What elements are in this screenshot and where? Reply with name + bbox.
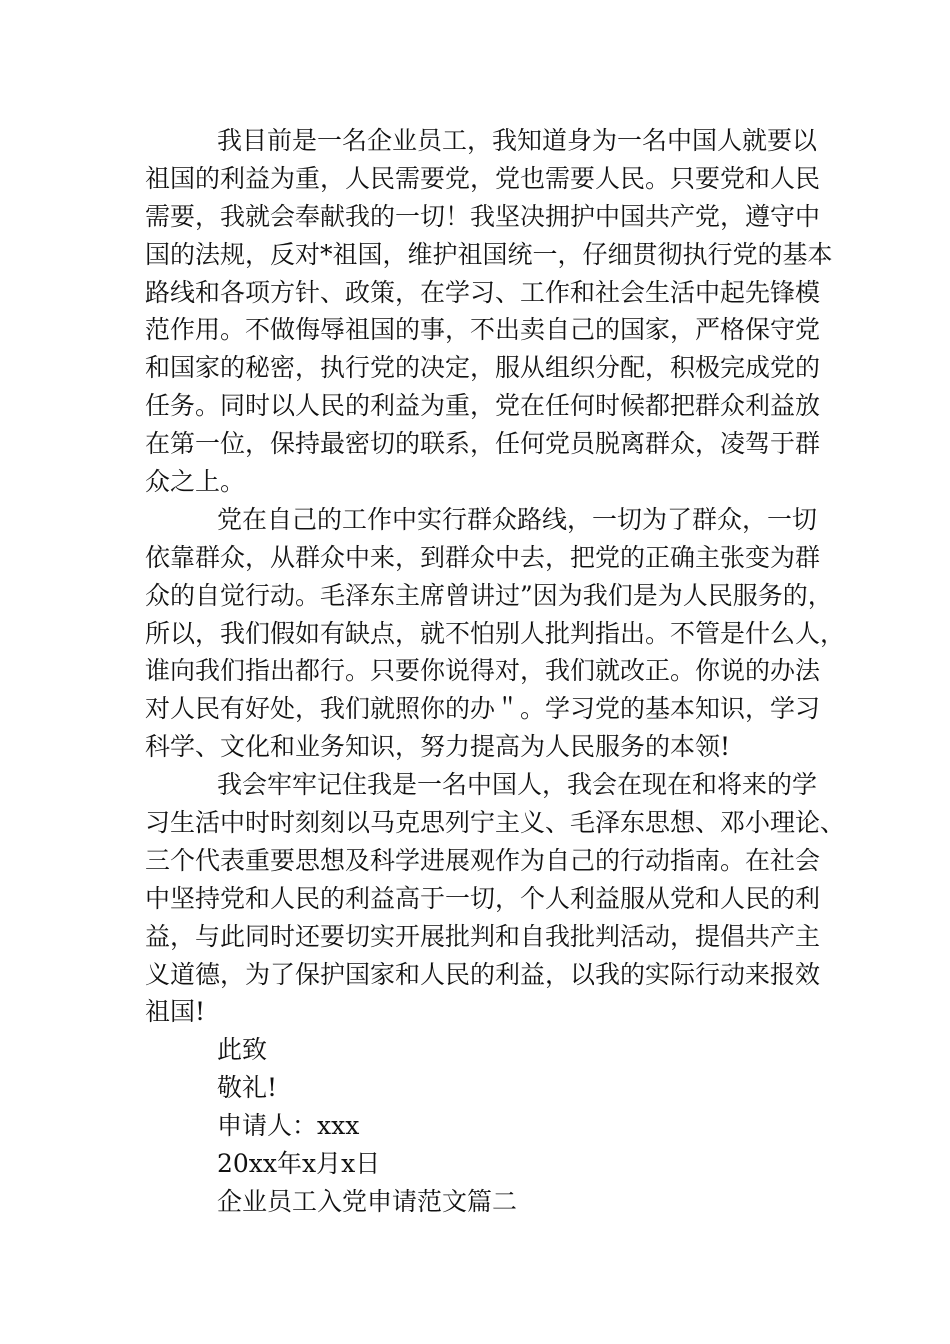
paragraph-3 bbox=[145, 766, 846, 1031]
paragraph-line: 众的自觉行动。毛泽东主席曾讲过”因为我们是为人民服务的， bbox=[145, 580, 833, 610]
paragraph-line: 义道德，为了保护国家和人民的利益，以我的实际行动来报效 bbox=[145, 959, 821, 989]
paragraph-line: 祖国的利益为重，人民需要党，党也需要人民。只要党和人民 bbox=[145, 163, 821, 193]
paragraph-line: 和国家的秘密，执行党的决定，服从组织分配，积极完成党的 bbox=[145, 353, 821, 383]
paragraph-line: 益，与此同时还要切实开展批判和自我批判活动，提倡共产主 bbox=[145, 921, 821, 951]
paragraph-line: 三个代表重要思想及科学进展观作为自己的行动指南。在社会 bbox=[145, 845, 821, 875]
paragraph-line: 我会牢牢记住我是一名中国人，我会在现在和将来的学 bbox=[217, 770, 818, 800]
paragraph-line: 路线和各项方针、政策，在学习、工作和社会生活中起先锋模 bbox=[145, 277, 821, 307]
salutation-text: 此致 bbox=[217, 1035, 268, 1065]
paragraph-line: 范作用。不做侮辱祖国的事，不出卖自己的国家，严格保守党 bbox=[145, 315, 821, 345]
paragraph-line: 对人民有好处，我们就照你的办＂。学习党的基本知识，学习 bbox=[145, 694, 821, 724]
paragraph-2 bbox=[145, 501, 846, 766]
date-text: 20xx年x月x日 bbox=[217, 1149, 381, 1179]
paragraph-line: 中坚持党和人民的利益高于一切，个人利益服从党和人民的利 bbox=[145, 883, 821, 913]
next-section-title: 企业员工入党申请范文篇二 bbox=[217, 1186, 518, 1216]
respect-text: 敬礼! bbox=[217, 1073, 278, 1103]
applicant-signature: 申请人：xxx bbox=[217, 1111, 360, 1141]
closing-block bbox=[145, 1031, 795, 1220]
paragraph-line: 谁向我们指出都行。只要你说得对，我们就改正。你说的办法 bbox=[145, 656, 821, 686]
paragraph-line: 依靠群众，从群众中来，到群众中去，把党的正确主张变为群 bbox=[145, 542, 821, 572]
paragraph-line: 任务。同时以人民的利益为重，党在任何时候都把群众利益放 bbox=[145, 391, 821, 421]
letter-body bbox=[145, 122, 846, 1221]
paragraph-1 bbox=[145, 122, 833, 501]
paragraph-line: 在第一位，保持最密切的联系，任何党员脱离群众，凌驾于群 bbox=[145, 429, 821, 459]
paragraph-line: 所以，我们假如有缺点，就不怕别人批判指出。不管是什么人， bbox=[145, 618, 846, 648]
paragraph-line: 众之上。 bbox=[145, 467, 246, 497]
paragraph-line: 科学、文化和业务知识，努力提高为人民服务的本领! bbox=[145, 732, 731, 762]
paragraph-line: 习生活中时时刻刻以马克思列宁主义、毛泽东思想、邓小理论、 bbox=[145, 808, 846, 838]
paragraph-line: 我目前是一名企业员工，我知道身为一名中国人就要以 bbox=[217, 126, 818, 155]
paragraph-line: 需要，我就会奉献我的一切！我坚决拥护中国共产党，遵守中 bbox=[145, 201, 821, 231]
paragraph-line: 祖国! bbox=[145, 997, 206, 1027]
paragraph-line: 国的法规，反对*祖国，维护祖国统一，仔细贯彻执行党的基本 bbox=[145, 239, 833, 269]
paragraph-line: 党在自己的工作中实行群众路线，一切为了群众，一切 bbox=[217, 504, 818, 534]
